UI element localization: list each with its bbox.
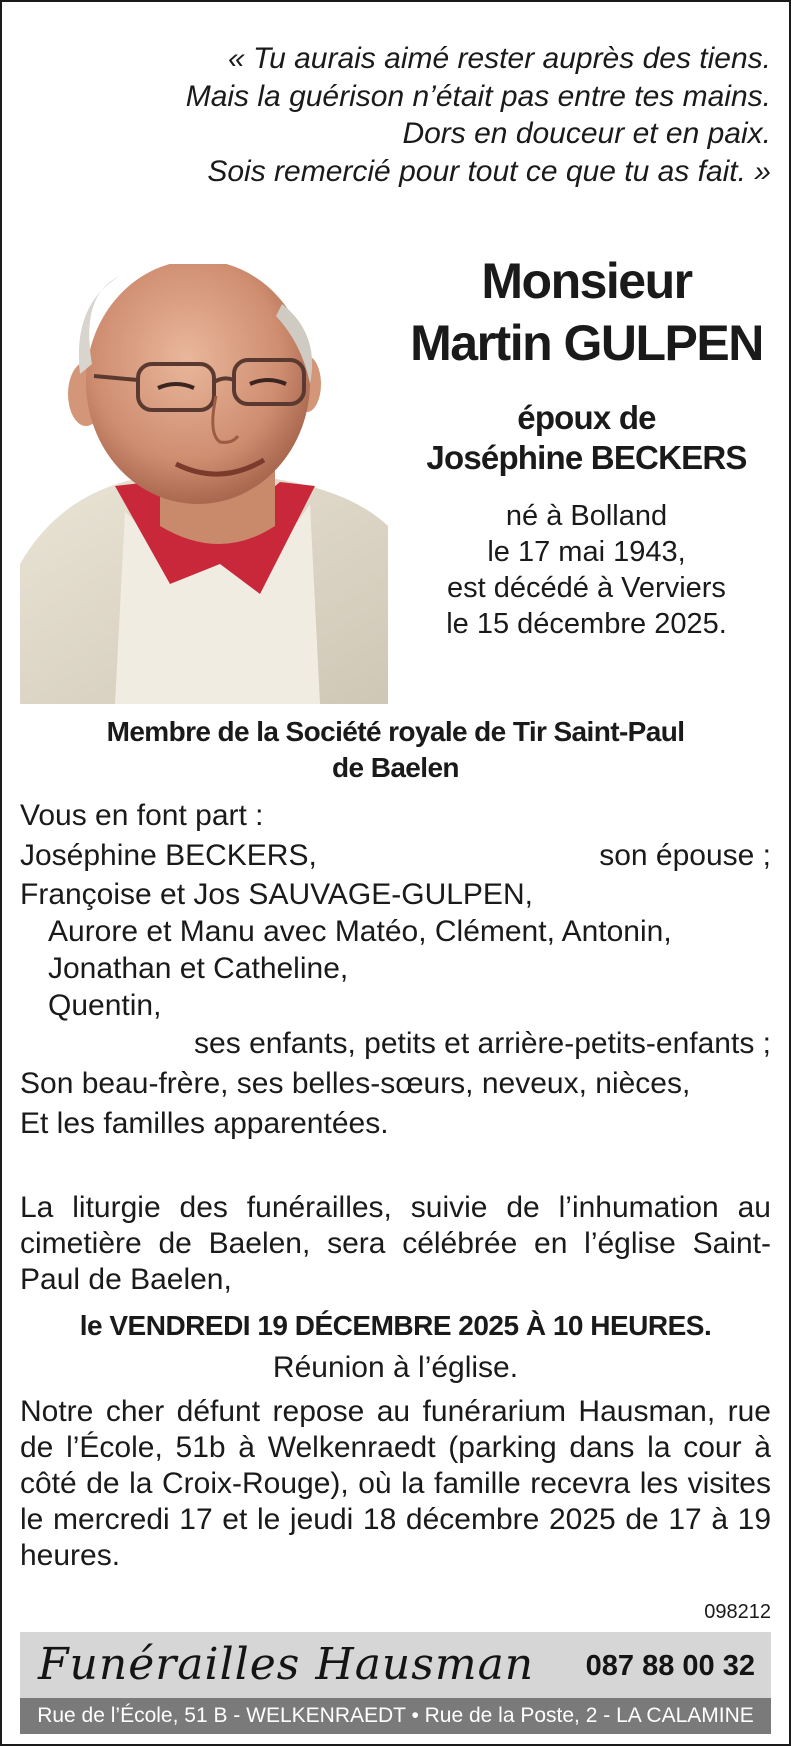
funeral-home-logo: Funérailles Hausman (38, 1639, 535, 1690)
spouse-block (402, 398, 771, 478)
funeral-details (20, 1190, 771, 1574)
family-spouse-role: son épouse ; (599, 839, 771, 872)
membership-line: de Baelen (332, 752, 459, 783)
funeral-home-phone: 087 88 00 32 (585, 1650, 755, 1682)
funeral-date: le VENDREDI 19 DÉCEMBRE 2025 À 10 HEURES. (79, 1310, 712, 1341)
poem-line: « Tu aurais aimé rester auprès des tiens. (227, 42, 771, 75)
honorific: Monsieur (481, 253, 692, 309)
announcement-intro: Vous en font part : (20, 799, 264, 832)
membership (20, 714, 771, 786)
poem (42, 40, 771, 190)
reference-number: 098212 (704, 1601, 771, 1623)
spouse-intro: époux de (517, 399, 656, 436)
family-children-role: ses enfants, petits et arrière-petits-enfants ; (194, 1027, 771, 1060)
family-children: Françoise et Jos SAUVAGE-GULPEN, (20, 878, 533, 911)
liturgy-text: La liturgie des funérailles, suivie de l’inhumation au cimetière de Baelen, sera célébrée en l’église Saint-Paul de Baelen, (20, 1191, 771, 1296)
birth-place: né à Bolland (505, 500, 668, 532)
portrait-photo (20, 264, 388, 704)
family-relatives: Et les familles apparentées. (20, 1107, 389, 1140)
visitation-text: Notre cher défunt repose au funérarium Hausman, rue de l’École, 51b à Welkenraedt (parking dans la cour à côté de la Croix-Rouge), où la famille recevra les visites le mercredi 17 et le jeudi 18 décembre 2025 de 17 à 19 heures. (20, 1395, 771, 1572)
death-date: le 15 décembre 2025. (446, 608, 727, 640)
death-place: est décédé à Verviers (447, 572, 726, 604)
meeting-note: Réunion à l’église. (272, 1351, 519, 1384)
bio-dates (402, 498, 771, 642)
name-block (402, 250, 771, 642)
deceased-name: Martin GULPEN (410, 315, 763, 371)
family-extended: Son beau-frère, ses belles-sœurs, neveux, nièces, (20, 1067, 691, 1100)
family-grandchildren-line: Aurore et Manu avec Matéo, Clément, Antonin, (48, 915, 672, 948)
poem-line: Sois remercié pour tout ce que tu as fait. » (207, 154, 771, 188)
poem-line: Mais la guérison n’était pas entre tes mains. (185, 79, 771, 113)
birth-date: le 17 mai 1943, (487, 536, 686, 568)
funeral-home-banner (20, 1632, 771, 1698)
membership-line: Membre de la Société royale de Tir Saint-Paul (106, 716, 685, 747)
spouse-name: Joséphine BECKERS (426, 439, 747, 476)
family-grandchildren-line: Jonathan et Catheline, (48, 952, 349, 985)
family-announcement (20, 796, 771, 1144)
family-grandchildren-line: Quentin, (48, 989, 162, 1022)
funeral-home-address: Rue de l’École, 51 B - WELKENRAEDT • Rue de la Poste, 2 - LA CALAMINE (20, 1698, 771, 1734)
family-spouse-row (20, 836, 771, 876)
poem-line: Dors en douceur et en paix. (402, 117, 771, 150)
family-spouse-name: Joséphine BECKERS, (20, 839, 317, 872)
